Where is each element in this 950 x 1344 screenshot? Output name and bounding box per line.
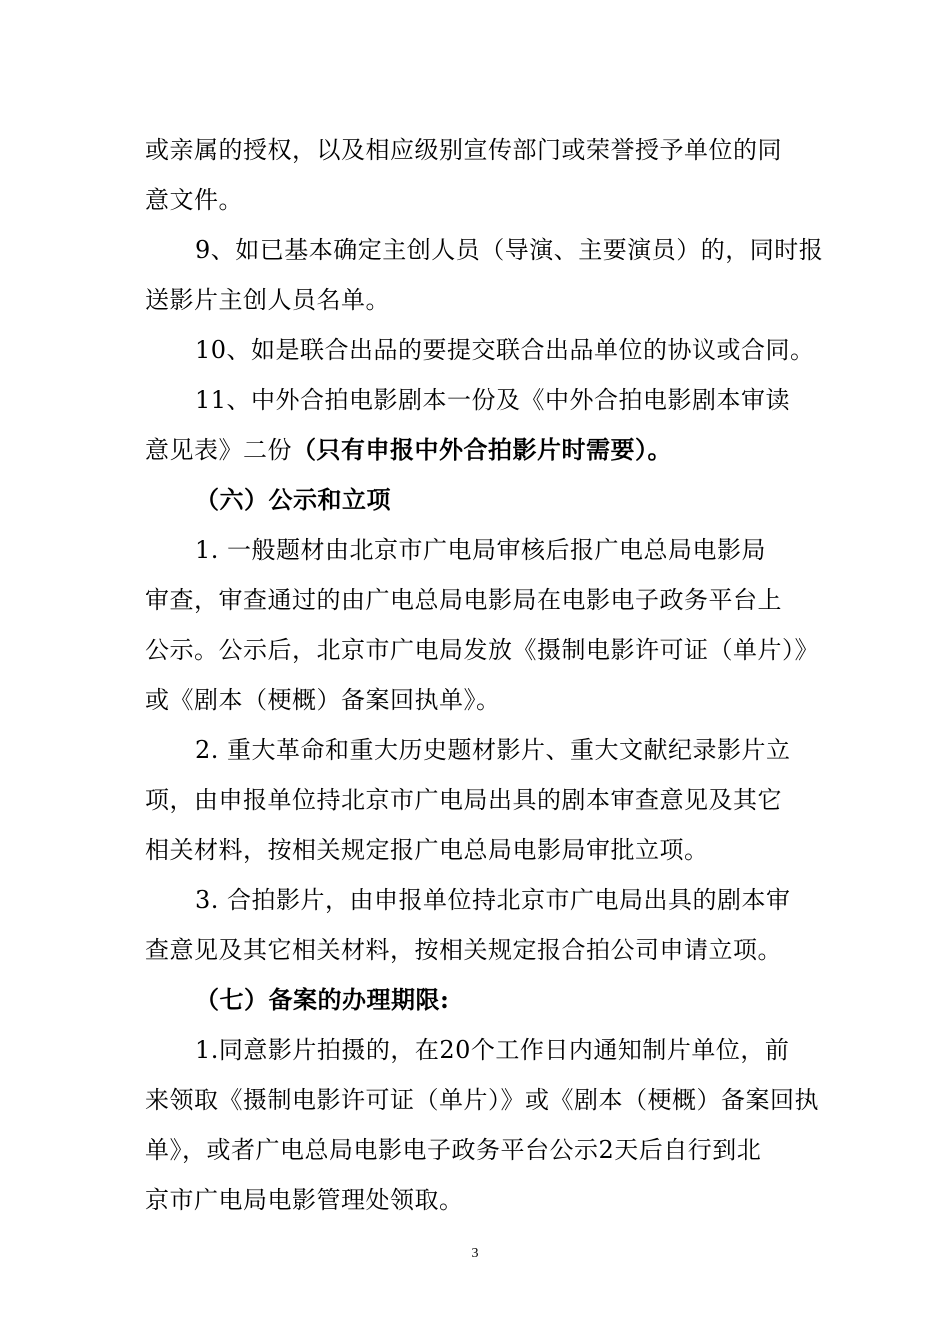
paragraph-line: 意文件。 xyxy=(145,186,243,214)
section-heading: （七）备案的办理期限: xyxy=(195,985,450,1014)
paragraph-line xyxy=(145,435,672,465)
paragraph-line: 1. 一般题材由北京市广电局审核后报广电总局电影局 xyxy=(195,536,767,564)
paragraph-line: 查意见及其它相关材料，按相关规定报合拍公司申请立项。 xyxy=(145,936,782,964)
paragraph-text: 意见表》二份 xyxy=(145,436,292,464)
page-number: 3 xyxy=(471,1246,479,1261)
paragraph-line: 1.同意影片拍摄的，在20个工作日内通知制片单位，前 xyxy=(195,1036,790,1064)
paragraph-line: 9、如已基本确定主创人员（导演、主要演员）的，同时报 xyxy=(195,236,824,264)
paragraph-line: 11、中外合拍电影剧本一份及《中外合拍电影剧本审读 xyxy=(195,386,791,414)
paragraph-line: 相关材料，按相关规定报广电总局电影局审批立项。 xyxy=(145,836,709,864)
paragraph-line: 送影片主创人员名单。 xyxy=(145,286,390,314)
paragraph-line: 或亲属的授权，以及相应级别宣传部门或荣誉授予单位的同 xyxy=(145,136,782,164)
paragraph-line: 10、如是联合出品的要提交联合出品单位的协议或合同。 xyxy=(195,336,815,364)
bold-note: （只有申报中外合拍影片时需要）。 xyxy=(292,435,672,464)
paragraph-line: 单》，或者广电总局电影电子政务平台公示2天后自行到北 xyxy=(145,1136,762,1164)
paragraph-line: 审查，审查通过的由广电总局电影局在电影电子政务平台上 xyxy=(145,586,782,614)
paragraph-line: 或《剧本（梗概）备案回执单》。 xyxy=(145,686,501,714)
paragraph-line: 京市广电局电影管理处领取。 xyxy=(145,1186,464,1214)
paragraph-line: 项，由申报单位持北京市广电局出具的剧本审查意见及其它 xyxy=(145,786,782,814)
section-heading: （六）公示和立项 xyxy=(195,485,391,514)
paragraph-line: 来领取《摄制电影许可证（单片）》或《剧本（梗概）备案回执 xyxy=(145,1086,819,1114)
paragraph-line: 3. 合拍影片，由申报单位持北京市广电局出具的剧本审 xyxy=(195,886,791,914)
paragraph-line: 2. 重大革命和重大历史题材影片、重大文献纪录影片立 xyxy=(195,736,791,764)
paragraph-line: 公示。公示后，北京市广电局发放《摄制电影许可证（单片）》 xyxy=(145,636,819,664)
